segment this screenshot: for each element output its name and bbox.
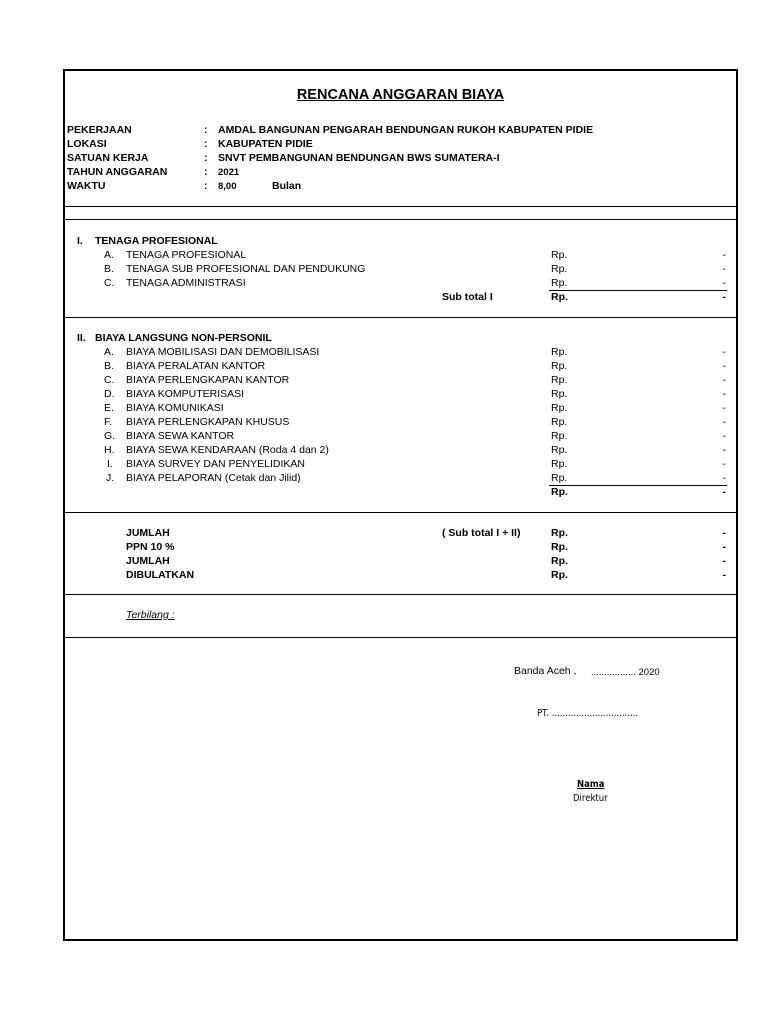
total-label-dibulatkan: DIBULATKAN (126, 569, 195, 581)
item-label: TENAGA ADMINISTRASI (126, 277, 246, 289)
info-label-waktu: WAKTU (67, 180, 106, 192)
item-amount: - (722, 374, 726, 386)
item-label: BIAYA PERLENGKAPAN KANTOR (126, 374, 290, 386)
item-currency: Rp. (551, 374, 568, 386)
terbilang-label: Terbilang : (126, 609, 175, 621)
info-value-tahun-anggaran: 2021 (218, 167, 240, 178)
item-amount: - (722, 458, 726, 470)
divider (65, 317, 736, 318)
section-title: BIAYA LANGSUNG NON-PERSONIL (95, 332, 272, 344)
section-number: II. (77, 332, 86, 344)
info-sep: : (204, 138, 208, 150)
item-letter: D. (104, 388, 115, 400)
item-label: BIAYA PELAPORAN (Cetak dan Jilid) (126, 472, 301, 484)
signature-company: PT. ................................ (537, 708, 639, 719)
signature-name: Nama (577, 779, 605, 790)
item-letter: E. (104, 402, 114, 414)
info-sep: : (204, 166, 208, 178)
item-amount: - (722, 346, 726, 358)
info-unit-waktu: Bulan (272, 180, 302, 192)
total-label-jumlah: JUMLAH (126, 527, 170, 539)
item-currency: Rp. (551, 249, 568, 261)
item-label: BIAYA PERLENGKAPAN KHUSUS (126, 416, 290, 428)
signature-date: ................. 2020 (591, 667, 660, 678)
total-amount: - (722, 527, 726, 539)
total-amount: - (722, 541, 726, 553)
item-amount: - (722, 430, 726, 442)
item-amount: - (722, 388, 726, 400)
item-label: BIAYA KOMPUTERISASI (126, 388, 245, 400)
item-letter: F. (104, 416, 113, 428)
item-amount: - (722, 444, 726, 456)
item-amount: - (722, 277, 726, 289)
item-amount: - (722, 360, 726, 372)
item-amount: - (722, 402, 726, 414)
divider (65, 512, 736, 513)
info-value-lokasi: KABUPATEN PIDIE (218, 138, 313, 150)
item-currency: Rp. (551, 472, 568, 484)
total-label-jumlah-2: JUMLAH (126, 555, 170, 567)
divider (65, 637, 736, 638)
subtotal-amount: - (722, 486, 726, 498)
item-label: TENAGA PROFESIONAL (126, 249, 247, 261)
info-label-tahun-anggaran: TAHUN ANGGARAN (67, 166, 168, 178)
info-sep: : (204, 180, 208, 192)
item-currency: Rp. (551, 346, 568, 358)
info-sep: : (204, 152, 208, 164)
signature-role: Direktur (573, 793, 608, 804)
item-currency: Rp. (551, 402, 568, 414)
info-label-lokasi: LOKASI (67, 138, 107, 150)
divider (65, 594, 736, 595)
divider (65, 219, 736, 220)
item-letter: G. (104, 430, 116, 442)
item-currency: Rp. (551, 277, 568, 289)
info-sep: : (204, 124, 208, 136)
signature-place: Banda Aceh , (514, 665, 577, 677)
subtotal-label: Sub total I (442, 291, 493, 303)
divider (65, 206, 736, 207)
item-letter: B. (104, 263, 114, 275)
info-value-waktu: 8,00 (218, 181, 237, 192)
item-letter: C. (104, 374, 115, 386)
section-number: I. (77, 235, 83, 247)
item-currency: Rp. (551, 388, 568, 400)
item-currency: Rp. (551, 416, 568, 428)
total-currency: Rp. (551, 541, 568, 553)
item-label: BIAYA MOBILISASI DAN DEMOBILISASI (126, 346, 320, 358)
info-label-pekerjaan: PEKERJAAN (67, 124, 132, 136)
item-currency: Rp. (551, 444, 568, 456)
section-title: TENAGA PROFESIONAL (95, 235, 218, 247)
page-title: RENCANA ANGGARAN BIAYA (296, 87, 505, 103)
item-amount: - (722, 249, 726, 261)
item-label: BIAYA PERALATAN KANTOR (126, 360, 266, 372)
item-letter: C. (104, 277, 115, 289)
item-currency: Rp. (551, 360, 568, 372)
item-letter: A. (104, 346, 114, 358)
item-currency: Rp. (551, 458, 568, 470)
item-letter: H. (104, 444, 115, 456)
total-currency: Rp. (551, 569, 568, 581)
item-amount: - (722, 263, 726, 275)
total-note: ( Sub total I + II) (442, 527, 521, 539)
total-currency: Rp. (551, 527, 568, 539)
subtotal-amount: - (722, 291, 726, 303)
item-letter: A. (104, 249, 114, 261)
total-amount: - (722, 555, 726, 567)
subtotal-rule (549, 485, 727, 486)
total-currency: Rp. (551, 555, 568, 567)
item-label: BIAYA SEWA KANTOR (126, 430, 235, 442)
item-letter: B. (104, 360, 114, 372)
subtotal-currency: Rp. (551, 486, 568, 498)
subtotal-currency: Rp. (551, 291, 568, 303)
total-amount: - (722, 569, 726, 581)
item-amount: - (722, 472, 726, 484)
item-currency: Rp. (551, 430, 568, 442)
info-value-pekerjaan: AMDAL BANGUNAN PENGARAH BENDUNGAN RUKOH KABUPATEN PIDIE (218, 124, 594, 136)
item-letter: I. (107, 458, 113, 470)
item-amount: - (722, 416, 726, 428)
info-value-satuan-kerja: SNVT PEMBANGUNAN BENDUNGAN BWS SUMATERA-I (218, 152, 500, 164)
item-label: BIAYA SEWA KENDARAAN (Roda 4 dan 2) (126, 444, 329, 456)
info-label-satuan-kerja: SATUAN KERJA (67, 152, 149, 164)
document-frame (63, 69, 738, 941)
item-label: BIAYA SURVEY DAN PENYELIDIKAN (126, 458, 305, 470)
item-label: TENAGA SUB PROFESIONAL DAN PENDUKUNG (126, 263, 366, 275)
total-label-ppn: PPN 10 % (126, 541, 175, 553)
subtotal-rule (549, 290, 727, 291)
item-label: BIAYA KOMUNIKASI (126, 402, 224, 414)
item-letter: J. (106, 472, 115, 484)
item-currency: Rp. (551, 263, 568, 275)
